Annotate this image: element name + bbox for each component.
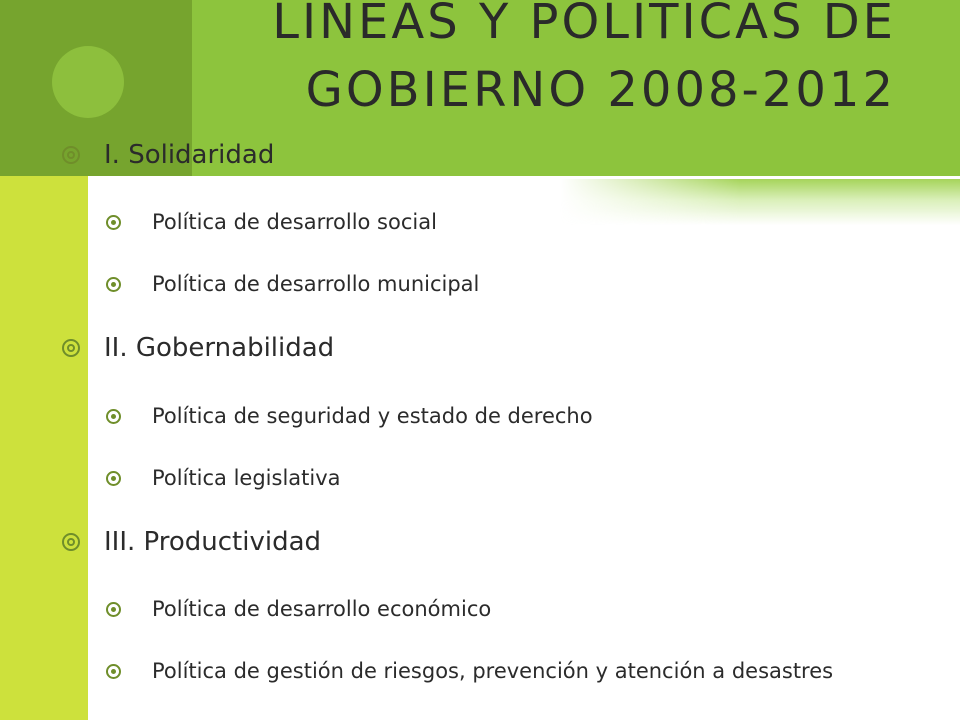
heading-text: III. Productividad [104,527,322,557]
heading-text: I. Solidaridad [104,140,275,170]
outline-item [106,205,886,239]
item-text: Política de desarrollo económico [152,597,492,621]
dot-in-circle-bullet-icon [106,409,121,424]
dot-in-circle-bullet-icon [106,664,121,679]
slide-title: LINEAS Y POLITICAS DE GOBIERNO 2008-2012 [272,0,896,118]
dot-in-circle-bullet-icon [106,602,121,617]
dot-in-circle-bullet-icon [106,471,121,486]
outline-heading-solidaridad [62,140,274,170]
dot-in-circle-bullet-icon [106,277,121,292]
item-text: Política de desarrollo municipal [152,272,480,296]
item-text: Política de gestión de riesgos, prevención y atención a desastres [152,659,834,683]
double-ring-bullet-icon [62,339,80,357]
dot-in-circle-bullet-icon [106,215,121,230]
item-text: Política legislativa [152,466,341,490]
outline-item [106,399,886,433]
item-text: Política de seguridad y estado de derecho [152,404,593,428]
double-ring-bullet-icon [62,146,80,164]
outline-item [106,461,886,495]
outline-heading-productividad [62,527,321,557]
outline-item [106,654,886,688]
outline-item [106,592,886,626]
outline-heading-gobernabilidad [62,333,334,363]
item-text: Política de desarrollo social [152,210,437,234]
outline-item [106,267,886,301]
heading-text: II. Gobernabilidad [104,333,335,363]
double-ring-bullet-icon [62,533,80,551]
